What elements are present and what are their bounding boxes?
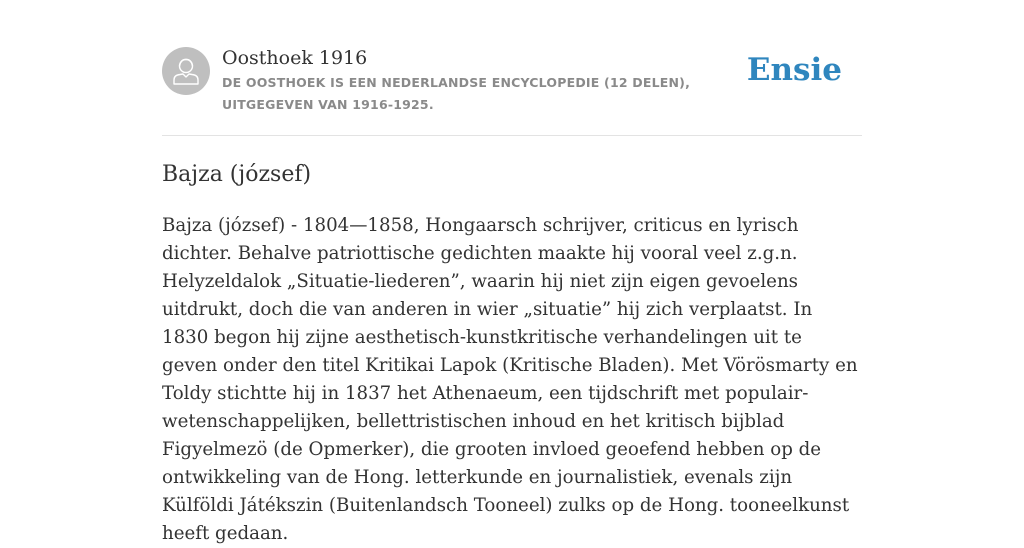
source-header — [162, 44, 862, 136]
source-title[interactable]: Oosthoek 1916 — [222, 47, 368, 69]
user-icon — [162, 47, 210, 95]
source-description: DE OOSTHOEK IS EEN NEDERLANDSE ENCYCLOPEDIE (12 DELEN), UITGEGEVEN VAN 1916-1925. — [222, 75, 691, 112]
article-title: Bajza (józsef) — [162, 162, 312, 187]
header-divider — [162, 135, 862, 136]
ensie-logo[interactable]: Ensie — [746, 52, 842, 88]
article-body: Bajza (józsef) - 1804—1858, Hongaarsch schrijver, criticus en lyrisch dichter. Behalve patriottische gedichten maakte hij vooral veel z.g.n. Helyzeldalok „Situatie-liederen”, waarin hij niet zijn eigen gevoelens uitdrukt, doch die van anderen in wier „situatie” hij zich verplaatst. In 1830 begon hij zijne aesthetisch-kunstkritische verhandelingen uit te geven onder den titel Kritikai Lapok (Kritische Bladen). Met Vörösmarty en Toldy stichtte hij in 1837 het Athenaeum, een tijdschrift met populair-wetenschappelijken, bellettristischen inhoud en het kritisch bijblad Figyelmezö (de Opmerker), die grooten invloed geoefend hebben op de ontwikkeling van de Hong. letterkunde en journalistiek, evenals zijn Külföldi Játékszin (Buitenlandsch Tooneel) zulks op de Hong. tooneelkunst heeft gedaan. — [162, 215, 858, 544]
